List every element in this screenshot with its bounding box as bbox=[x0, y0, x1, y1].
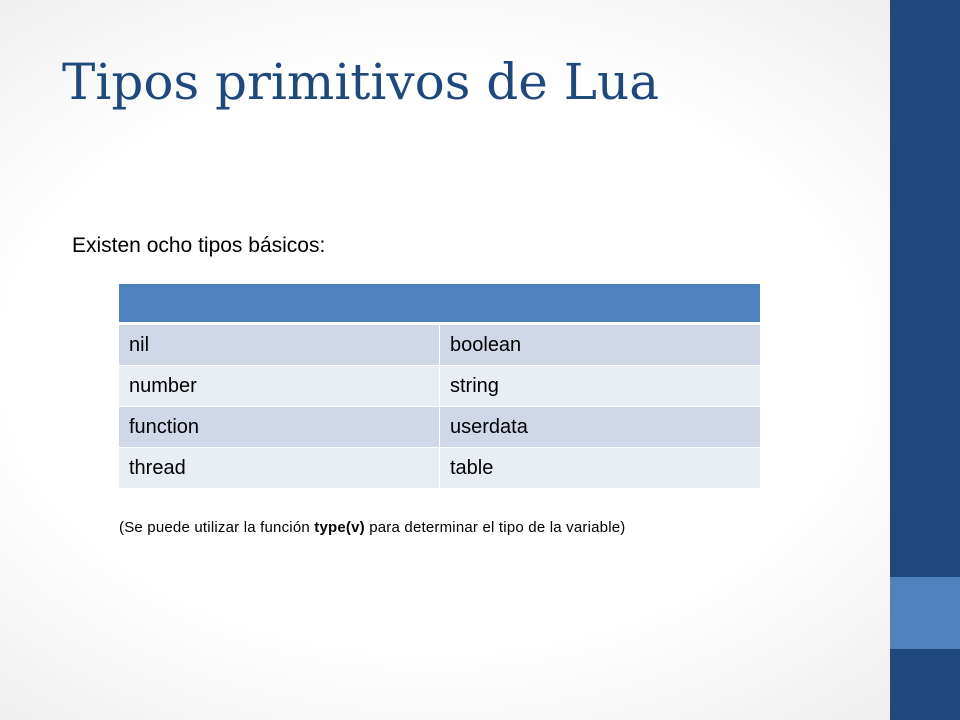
table-row bbox=[119, 407, 760, 448]
table-cell: function bbox=[119, 407, 440, 448]
sidebar-accent-block bbox=[890, 577, 960, 649]
table-cell: userdata bbox=[440, 407, 761, 448]
slide-title: Tipos primitivos de Lua bbox=[62, 53, 659, 111]
footnote bbox=[119, 519, 626, 536]
table-header-cell bbox=[440, 284, 761, 324]
table-cell: number bbox=[119, 366, 440, 407]
footnote-code: type(v) bbox=[314, 519, 365, 536]
table-cell: boolean bbox=[440, 324, 761, 366]
table-row bbox=[119, 366, 760, 407]
table-row bbox=[119, 448, 760, 489]
table-header-row bbox=[119, 284, 760, 324]
footnote-text-after: para determinar el tipo de la variable) bbox=[364, 519, 626, 536]
types-table bbox=[119, 284, 760, 489]
table-cell: thread bbox=[119, 448, 440, 489]
footnote-text-before: (Se puede utilizar la función bbox=[119, 519, 315, 536]
table-cell: nil bbox=[119, 324, 440, 366]
intro-text: Existen ocho tipos básicos: bbox=[72, 234, 326, 257]
table-row bbox=[119, 324, 760, 366]
table-header-cell bbox=[119, 284, 440, 324]
table-cell: table bbox=[440, 448, 761, 489]
table-cell: string bbox=[440, 366, 761, 407]
